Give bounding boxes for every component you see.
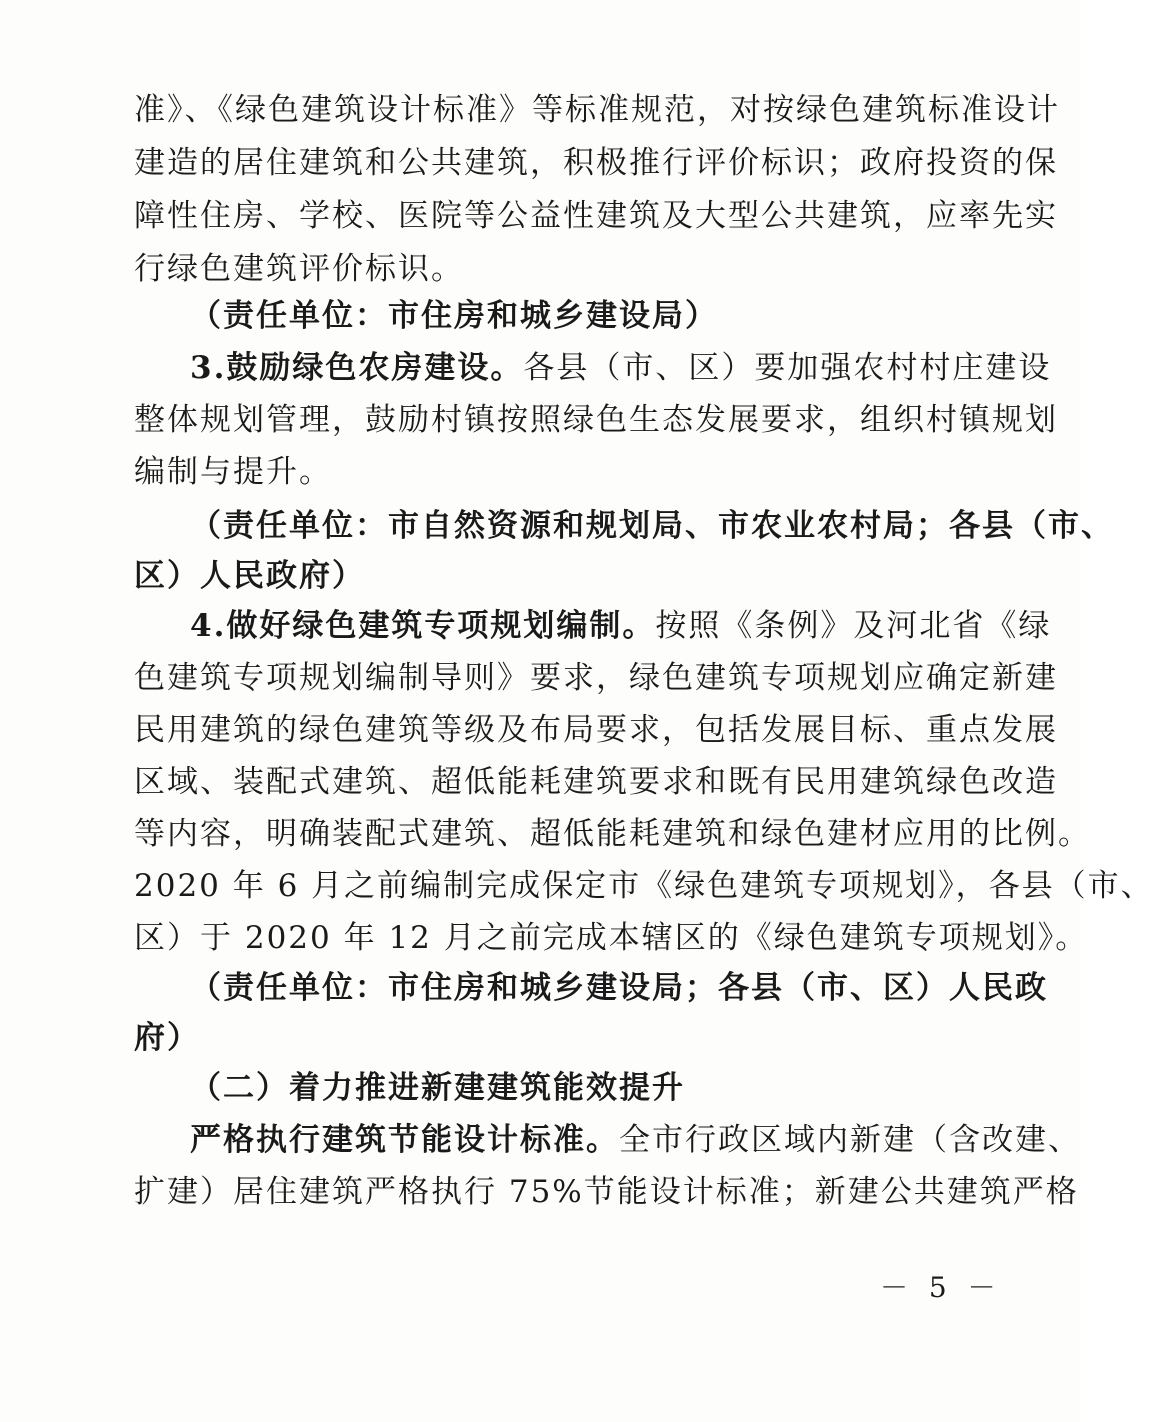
section-heading: （二）着力推进新建建筑能效提升: [190, 1070, 685, 1106]
responsibility-note: （责任单位：市住房和城乡建设局；各县（市、区）人民政: [190, 970, 1048, 1006]
responsibility-note-continued: 府）: [134, 1020, 200, 1056]
responsibility-note: （责任单位：市自然资源和规划局、市农业农村局；各县（市、: [190, 508, 1114, 544]
item-text: 各县（市、区）要加强农村村庄建设: [523, 350, 1052, 386]
body-text-line: 2020 年 6 月之前编制完成保定市《绿色建筑专项规划》，各县（市、: [134, 868, 1154, 904]
responsibility-note: （责任单位：市住房和城乡建设局）: [190, 298, 718, 334]
body-text-line: 等内容，明确装配式建筑、超低能耗建筑和绿色建材应用的比例。: [134, 816, 1091, 852]
body-text-line: 整体规划管理，鼓励村镇按照绿色生态发展要求，组织村镇规划: [134, 402, 1058, 438]
item-paragraph: [190, 348, 1052, 388]
body-text-line: 准》、《绿色建筑设计标准》等标准规范，对按绿色建筑标准设计: [134, 92, 1060, 128]
body-text-line: 行绿色建筑评价标识。: [134, 251, 464, 287]
item-paragraph: [190, 606, 1052, 646]
item-paragraph: [190, 1120, 1081, 1160]
body-text-line: 区域、装配式建筑、超低能耗建筑要求和既有民用建筑绿色改造: [134, 764, 1058, 800]
page-number: － 5 －: [880, 1271, 1002, 1304]
item-heading: 3.鼓励绿色农房建设。: [190, 350, 524, 386]
item-text: 全市行政区域内新建（含改建、: [619, 1122, 1081, 1158]
item-heading: 严格执行建筑节能设计标准。: [190, 1122, 619, 1158]
item-text: 按照《条例》及河北省《绿: [655, 608, 1052, 644]
body-text-line: 建造的居住建筑和公共建筑，积极推行评价标识；政府投资的保: [134, 145, 1058, 181]
body-text-line: 障性住房、学校、医院等公益性建筑及大型公共建筑，应率先实: [134, 198, 1058, 234]
body-text-line: 扩建）居住建筑严格执行 75%节能设计标准；新建公共建筑严格: [134, 1174, 1079, 1210]
body-text-line: 民用建筑的绿色建筑等级及布局要求，包括发展目标、重点发展: [134, 712, 1058, 748]
responsibility-note-continued: 区）人民政府）: [134, 558, 365, 594]
body-text-line: 区）于 2020 年 12 月之前完成本辖区的《绿色建筑专项规划》。: [134, 920, 1089, 956]
body-text-line: 色建筑专项规划编制导则》要求，绿色建筑专项规划应确定新建: [134, 660, 1058, 696]
body-text-line: 编制与提升。: [134, 454, 332, 490]
item-heading: 4.做好绿色建筑专项规划编制。: [190, 608, 656, 644]
